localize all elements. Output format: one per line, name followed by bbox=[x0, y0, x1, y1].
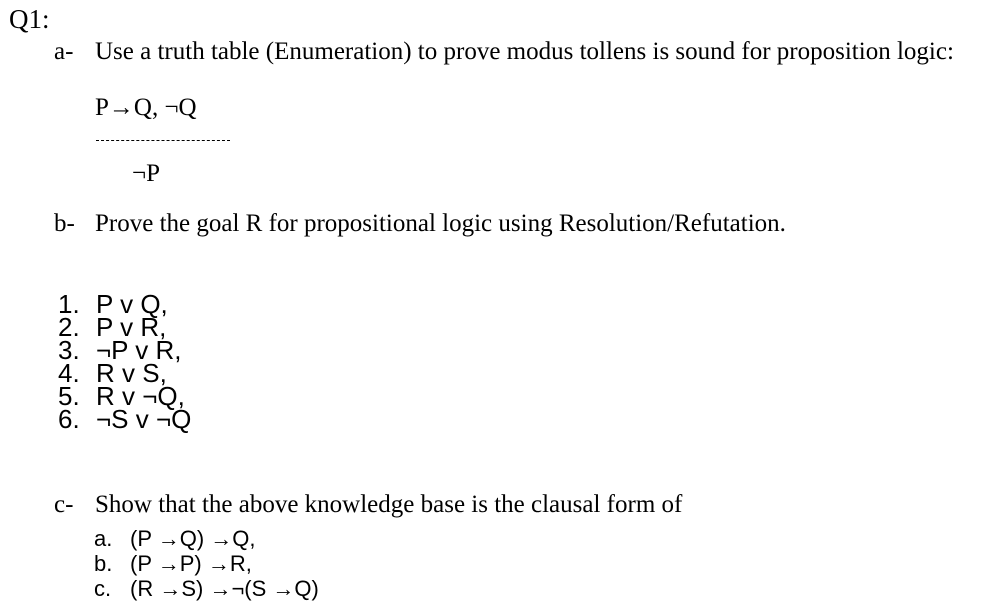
clause-number: 2. bbox=[58, 312, 80, 342]
sub-item-text: (R →S) →¬(S →Q) bbox=[130, 576, 319, 601]
question-label: Q1: bbox=[9, 4, 50, 34]
inference-separator bbox=[96, 140, 230, 141]
clause-text: ¬P v R, bbox=[96, 335, 182, 365]
part-b-text: Prove the goal R for propositional logic using Resolution/Refutation. bbox=[95, 210, 786, 237]
premises: P→Q, ¬Q bbox=[95, 94, 197, 121]
clause-number: 1. bbox=[58, 289, 80, 319]
clause-text: ¬S v ¬Q bbox=[96, 404, 192, 434]
part-c-marker: c- bbox=[54, 491, 74, 518]
part-c-text: Show that the above knowledge base is the clausal form of bbox=[95, 491, 683, 518]
part-b-marker: b- bbox=[54, 210, 75, 237]
clause-text: R v ¬Q, bbox=[96, 381, 185, 411]
clause-number: 5. bbox=[58, 381, 80, 411]
clause-number: 4. bbox=[58, 358, 80, 388]
sub-item-text: (P →P) →R, bbox=[130, 551, 252, 576]
clause-text: P v R, bbox=[96, 312, 167, 342]
sub-item-marker: a. bbox=[94, 526, 113, 551]
clause-text: P v Q, bbox=[96, 289, 168, 319]
sub-item-marker: c. bbox=[94, 576, 112, 601]
clause-list bbox=[58, 289, 318, 452]
sub-item-marker: b. bbox=[94, 551, 113, 576]
clause-number: 6. bbox=[58, 404, 80, 434]
part-a-marker: a- bbox=[54, 38, 74, 65]
sub-item-text: (P →Q) →Q, bbox=[130, 526, 256, 551]
part-a-text: Use a truth table (Enumeration) to prove modus tollens is sound for proposition logic: bbox=[95, 38, 954, 65]
clause-number: 3. bbox=[58, 335, 80, 365]
conclusion: ¬P bbox=[132, 160, 161, 187]
sub-item-list bbox=[94, 526, 454, 604]
clause-text: R v S, bbox=[96, 358, 167, 388]
